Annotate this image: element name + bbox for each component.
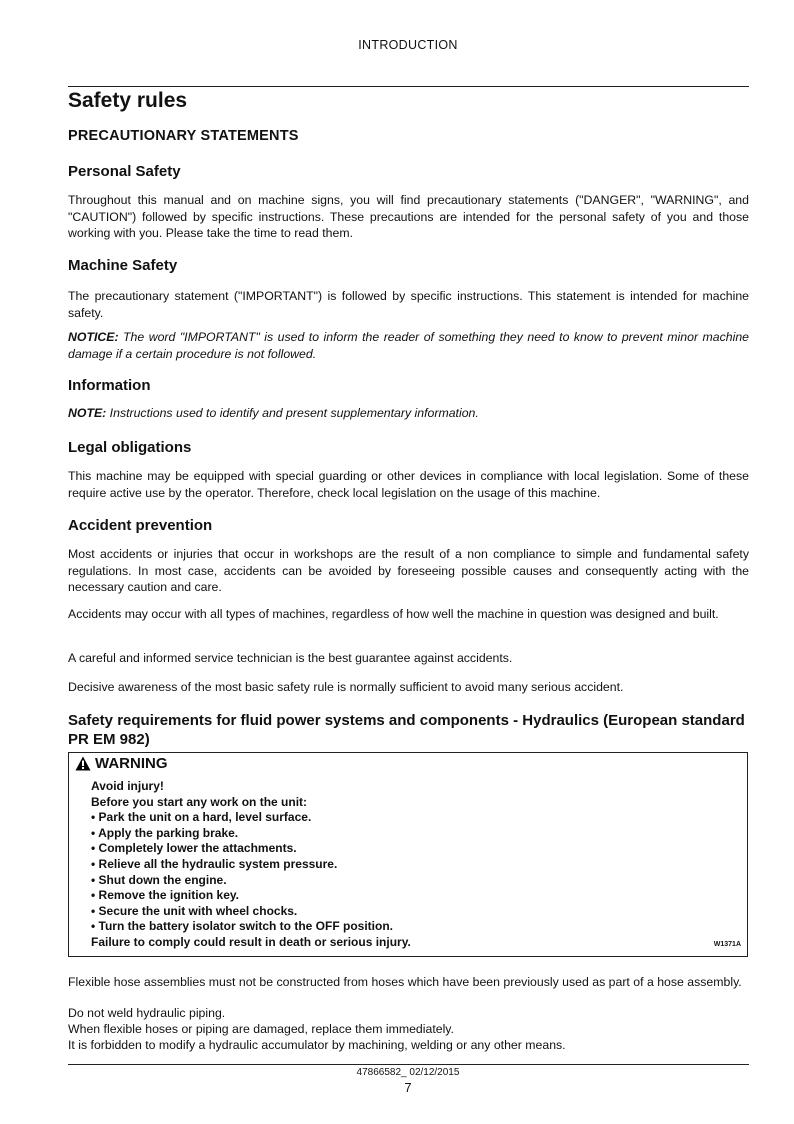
notice-label: NOTICE: (68, 330, 119, 344)
legal-obligations-heading: Legal obligations (68, 439, 192, 456)
warning-line: Avoid injury! (91, 779, 164, 793)
warning-line: Failure to comply could result in death or serious injury. (91, 934, 411, 949)
personal-safety-text: Throughout this manual and on machine signs, you will find precautionary statements ("DANGER", "WARNING", and "CAUTION") followed by specific instructions. These precautions are intended for the personal safety of you and those working with you. Please take the time to read them. (68, 193, 749, 240)
precautionary-heading: PRECAUTIONARY STATEMENTS (68, 128, 299, 144)
machine-safety-heading: Machine Safety (68, 257, 178, 274)
page-number: 7 (404, 1080, 412, 1095)
legal-obligations-text: This machine may be equipped with special guarding or other devices in compliance with local legislation. Some of these require active use by the operator. Therefore, check local legislation on the usage of this machine. (68, 469, 749, 500)
information-heading: Information (68, 377, 151, 394)
warning-title (75, 755, 168, 772)
warning-line: • Apply the parking brake. (91, 825, 239, 840)
warning-line: • Remove the ignition key. (91, 888, 240, 903)
note-paragraph (68, 405, 749, 422)
accident-paragraph-2: Accidents may occur with all types of machines, regardless of how well the machine in question was designed and built. (68, 607, 719, 621)
note-text: Instructions used to identify and present supplementary information. (106, 406, 479, 420)
hydraulics-heading: Safety requirements for fluid power systems and components - Hydraulics (European standard PR EM 982) (68, 712, 745, 748)
warning-triangle-icon (75, 756, 91, 771)
machine-safety-text: The precautionary statement ("IMPORTANT") is followed by specific instructions. This statement is intended for machine safety. (68, 289, 749, 320)
warning-line: • Shut down the engine. (91, 872, 227, 887)
warning-title-text: WARNING (95, 755, 168, 772)
hydraulics-text-4: It is forbidden to modify a hydraulic accumulator by machining, welding or any other means. (68, 1038, 566, 1052)
warning-line: • Park the unit on a hard, level surface. (91, 810, 312, 825)
running-header: INTRODUCTION (358, 38, 458, 52)
footer-divider (68, 1064, 749, 1065)
hydraulics-text-1: Flexible hose assemblies must not be constructed from hoses which have been previously used as part of a hose assembly. (68, 975, 742, 989)
warning-line: • Completely lower the attachments. (91, 841, 297, 856)
accident-paragraph-1: Most accidents or injuries that occur in workshops are the result of a non compliance to simple and fundamental safety regulations. In most case, accidents can be avoided by foreseeing possible causes and consequently acting with the necessary caution and care. (68, 547, 749, 594)
personal-safety-heading: Personal Safety (68, 163, 181, 180)
page-title: Safety rules (68, 89, 188, 112)
header-divider (68, 86, 749, 87)
warning-box (68, 752, 748, 957)
warning-code: W1371A (713, 941, 741, 948)
warning-line: • Relieve all the hydraulic system pressure. (91, 856, 338, 871)
notice-text: The word "IMPORTANT" is used to inform the reader of something they need to know to prevent minor machine damage if a certain procedure is not followed. (68, 330, 749, 361)
note-label: NOTE: (68, 406, 107, 420)
warning-line: Before you start any work on the unit: (91, 794, 308, 809)
warning-line: • Turn the battery isolator switch to the OFF position. (91, 919, 393, 934)
notice-paragraph (68, 329, 749, 362)
warning-instructions (91, 779, 411, 951)
accident-paragraph-4: Decisive awareness of the most basic safety rule is normally sufficient to avoid many serious accident. (68, 680, 624, 694)
warning-line: • Secure the unit with wheel chocks. (91, 903, 298, 918)
accident-paragraph-3: A careful and informed service technician is the best guarantee against accidents. (68, 651, 513, 665)
hydraulics-text-3: When flexible hoses or piping are damaged, replace them immediately. (68, 1022, 454, 1036)
accident-prevention-heading: Accident prevention (68, 517, 213, 534)
footer-document-reference: 47866582_ 02/12/2015 (356, 1067, 460, 1078)
hydraulics-text-2: Do not weld hydraulic piping. (68, 1006, 226, 1020)
